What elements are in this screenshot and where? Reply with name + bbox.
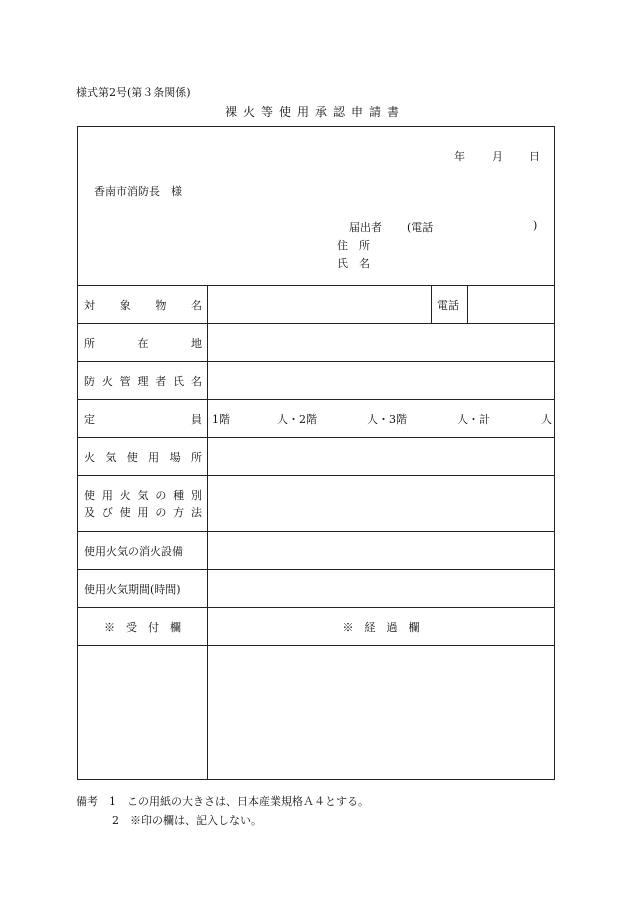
- date-year-label: 年: [454, 150, 465, 163]
- row-divider: [78, 437, 554, 438]
- target-object-label: 対 象 物 名: [84, 299, 202, 312]
- label-column-divider: [207, 285, 208, 779]
- row-divider: [78, 399, 554, 400]
- fire-place-label: 火 気 使 用 場 所: [84, 451, 202, 464]
- date-day-label: 日: [529, 150, 540, 163]
- applicant-phone-open: (電話: [407, 221, 434, 234]
- fire-type-label-line1: 使 用 火 気 の 種 別: [84, 489, 202, 502]
- period-label: 使用火気期間(時間): [84, 583, 181, 596]
- capacity-floor1: 1階: [212, 413, 230, 426]
- capacity-total-unit: 人: [541, 413, 552, 426]
- date-month-label: 月: [492, 150, 503, 163]
- remarks: [76, 792, 369, 830]
- row-divider: [78, 475, 554, 476]
- target-phone-label: 電話: [437, 299, 459, 312]
- capacity-total: 人・計: [457, 413, 490, 426]
- capacity-label: 定 員: [84, 413, 202, 426]
- fire-manager-label: 防 火 管 理 者 氏 名: [84, 375, 202, 388]
- address-label: 住 所: [337, 239, 370, 252]
- capacity-floor2: 人・2階: [277, 413, 317, 426]
- remark-line-1: 備考 1 この用紙の大きさは、日本産業規格Ａ４とする。: [76, 795, 369, 808]
- form-title: 裸火等使用承認申請書: [224, 105, 405, 119]
- addressee: 香南市消防長 様: [94, 185, 182, 198]
- progress-column-header: ※ 経 過 欄: [342, 621, 420, 634]
- location-label: 所 在 地: [84, 337, 202, 350]
- row-divider: [78, 569, 554, 570]
- phone-cell-divider: [431, 285, 432, 323]
- remark-line-2: 2 ※印の欄は、記入しない。: [112, 814, 262, 827]
- row-divider: [78, 323, 554, 324]
- phone-value-divider: [467, 285, 468, 323]
- form-number: 様式第2号(第３条関係): [76, 86, 191, 99]
- row-divider: [78, 607, 554, 608]
- name-label: 氏 名: [337, 257, 370, 270]
- applicant-label: 届出者: [349, 221, 382, 234]
- row-divider: [78, 285, 554, 286]
- row-divider: [78, 361, 554, 362]
- row-divider: [78, 531, 554, 532]
- capacity-floor3: 人・3階: [367, 413, 407, 426]
- row-divider: [78, 645, 554, 646]
- reception-column-header: ※ 受 付 欄: [104, 621, 181, 634]
- fire-type-label-line2: 及 び 使 用 の 方 法: [84, 506, 202, 519]
- application-form-table: [77, 126, 555, 780]
- extinguisher-label: 使用火気の消火設備: [84, 545, 183, 558]
- applicant-phone-close: ): [533, 219, 538, 232]
